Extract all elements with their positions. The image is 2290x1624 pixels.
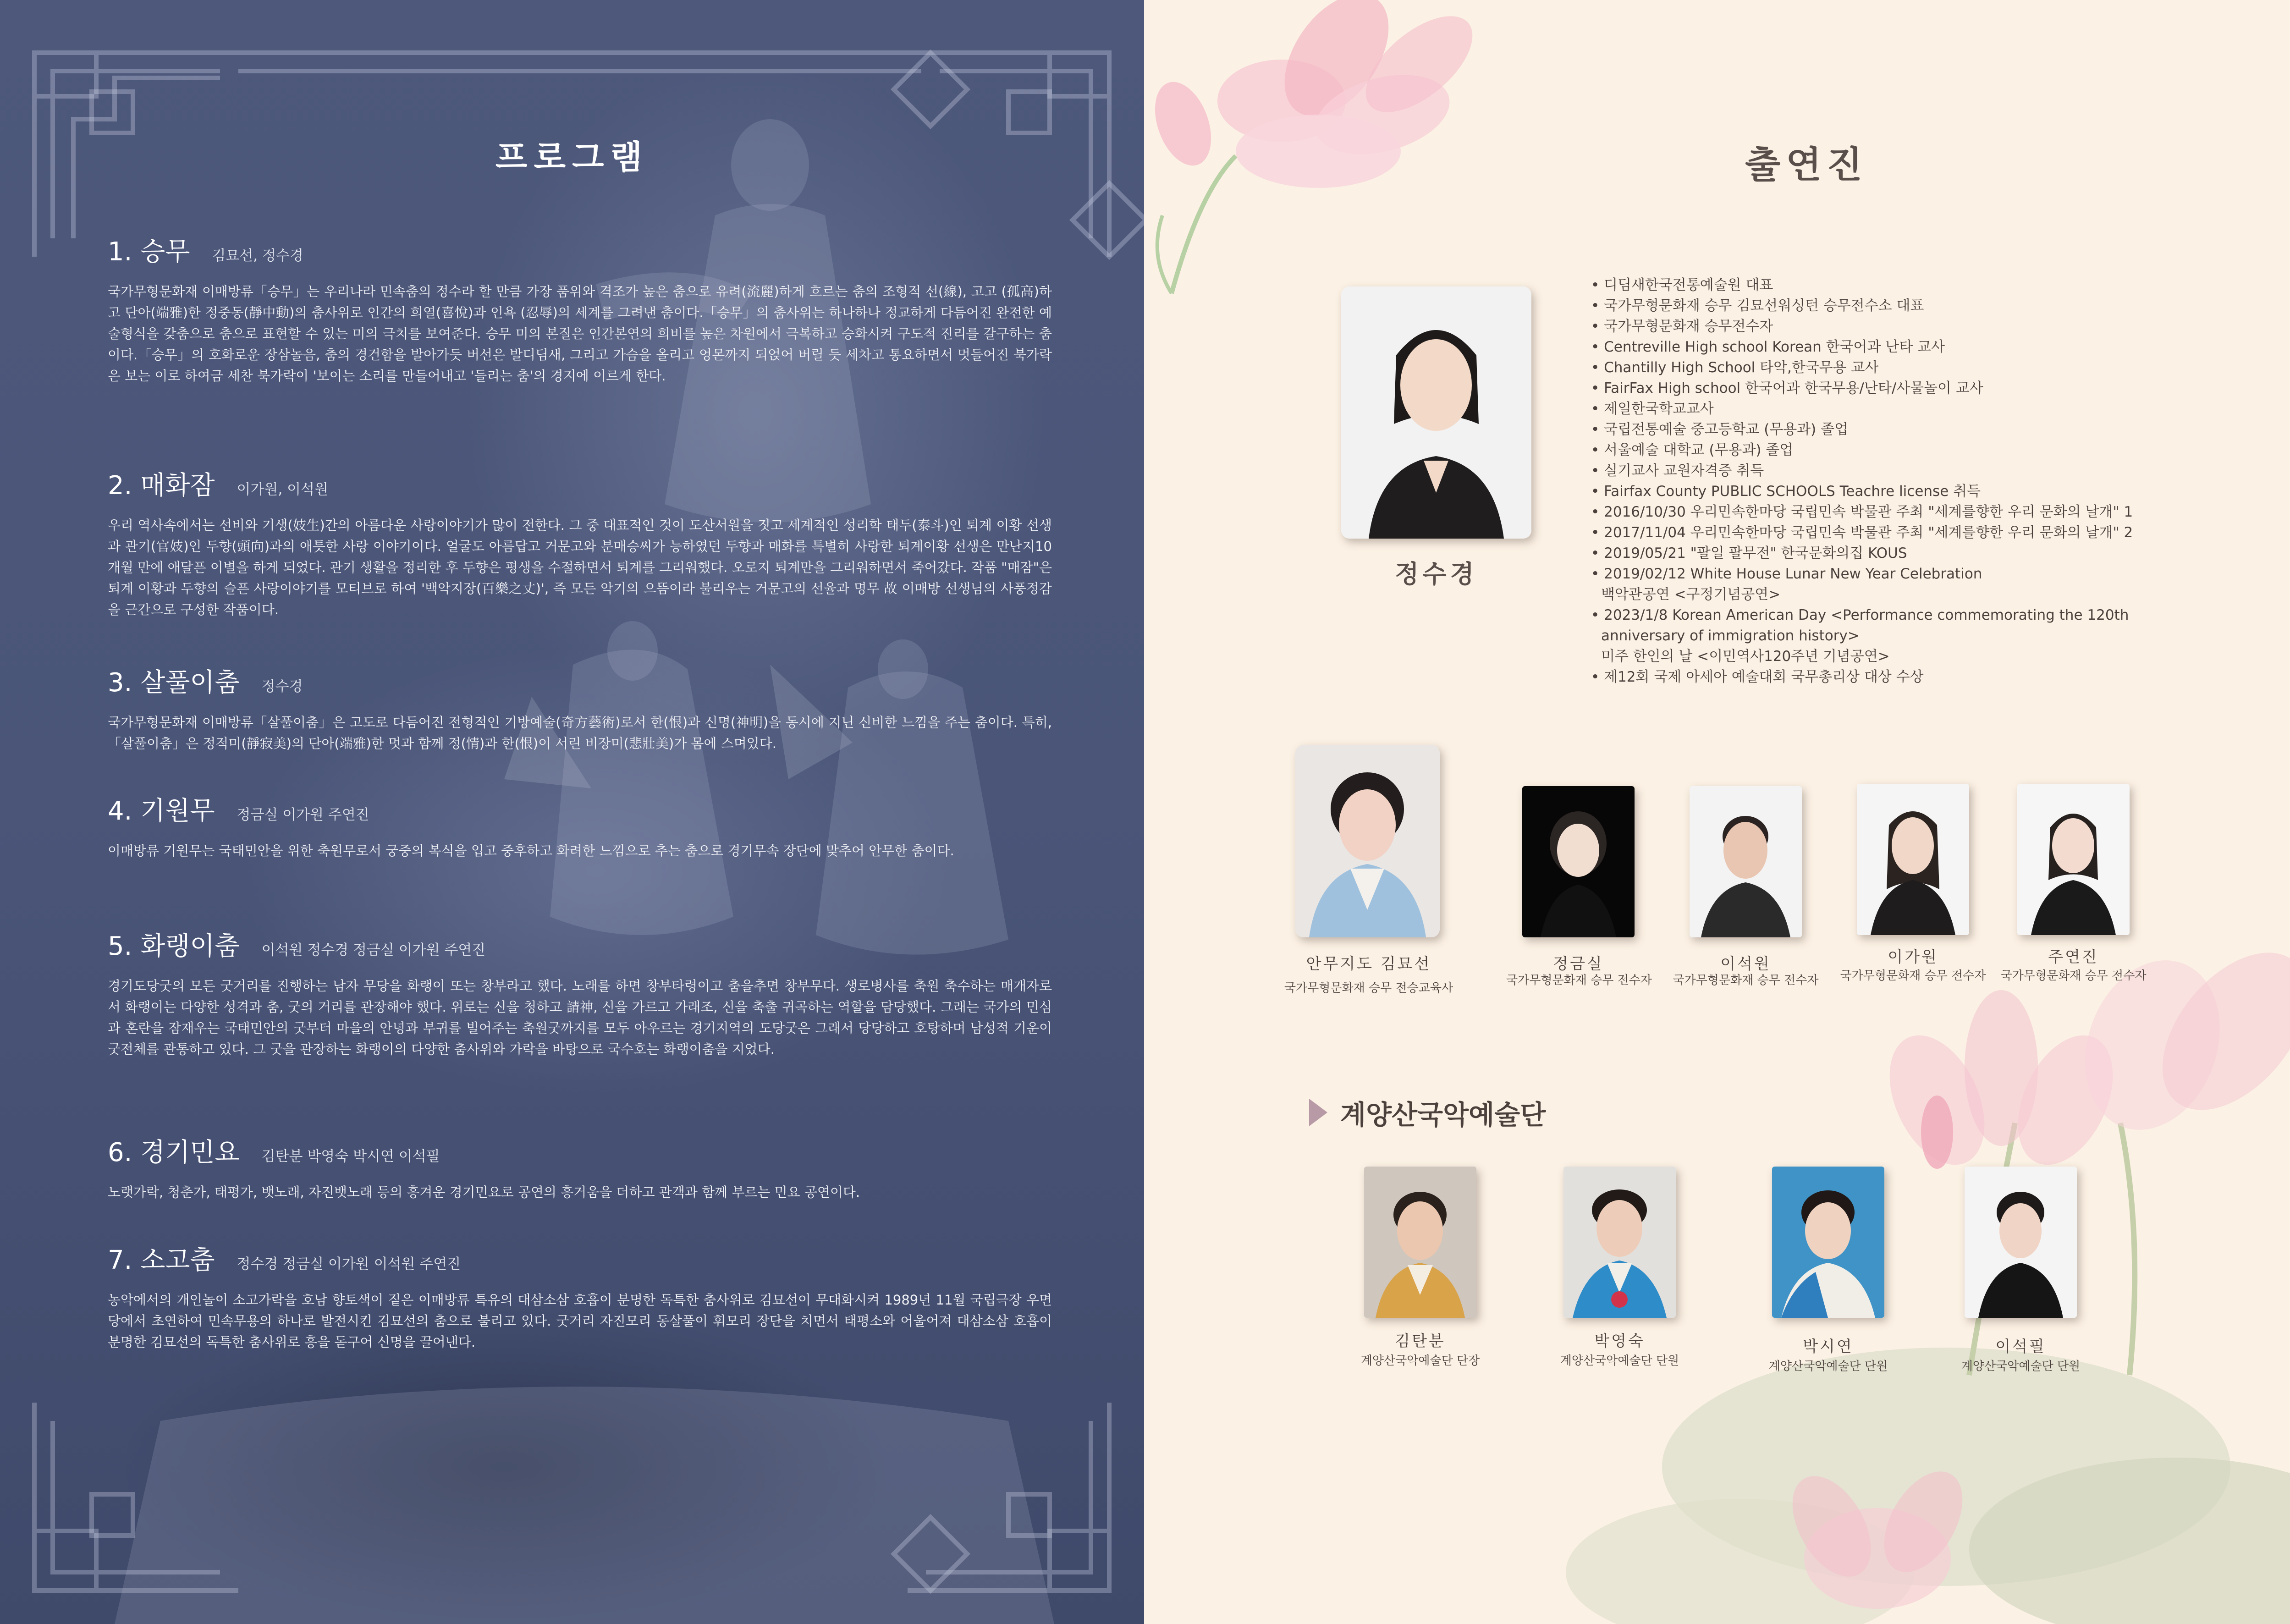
section-description: 국가무형문화재 이매방류「살풀이춤」은 고도로 다듬어진 전형적인 기방예술(奇方藝術)로서 한(恨)과 신명(神明)을 동시에 지닌 신비한 느낌을 주는 춤이다. 특히,「살풀이춤」은 정적미(靜寂美)의 단아(端雅)한 멋과 함께 정(情)과 한(恨)이 서린 비장미(悲壯美)가 몸에 스며있다. bbox=[108, 715, 1052, 751]
bio-item: • 국립전통예술 중고등학교 (무용과) 졸업 bbox=[1591, 419, 2169, 440]
bio-item: • Chantilly High School 타악,한국무용 교사 bbox=[1591, 358, 2169, 378]
bio-item: • 2019/02/12 White House Lunar New Year Celebration bbox=[1591, 564, 2169, 584]
group-member-portrait bbox=[1364, 1167, 1476, 1318]
bio-item: • 2023/1/8 Korean American Day <Performance commemorating the 120th bbox=[1591, 605, 2169, 626]
member-name: 주연진 bbox=[2048, 948, 2099, 966]
triangle-bullet-icon bbox=[1309, 1099, 1327, 1126]
group-member-portrait bbox=[1772, 1167, 1884, 1318]
group-member-name: 김탄분 bbox=[1395, 1332, 1446, 1350]
program-section-3 bbox=[108, 662, 1052, 754]
member-name: 이가원 bbox=[1888, 948, 1938, 966]
bio-item: • 실기교사 교원자격증 취득 bbox=[1591, 461, 2169, 481]
member-role: 국가무형문화재 승무 전수자 bbox=[1840, 969, 1986, 983]
section-performers: 정금실 이가원 주연진 bbox=[237, 807, 369, 823]
section-description: 이매방류 기원무는 국태민안을 위한 축원무로서 궁중의 복식을 입고 중후하고 화려한 느낌으로 추는 춤으로 경기무속 장단에 맞추어 안무한 춤이다. bbox=[108, 843, 954, 859]
cast-panel bbox=[1144, 0, 2290, 1624]
cast-title: 출연진 bbox=[1745, 143, 1868, 186]
group-member-role: 계양산국악예술단 단원 bbox=[1768, 1360, 1888, 1373]
program-section-5 bbox=[108, 926, 1052, 1060]
bio-item: • 2019/05/21 "팔일 팔무전" 한국문화의집 KOUS bbox=[1591, 543, 2169, 564]
bio-item: • 디딤새한국전통예술원 대표 bbox=[1591, 275, 2169, 296]
member-portrait bbox=[1522, 786, 1635, 937]
group-member-role: 계양산국악예술단 단원 bbox=[1560, 1354, 1679, 1368]
section-description: 노랫가락, 청춘가, 태평가, 뱃노래, 자진뱃노래 등의 흥겨운 경기민요로 공연의 흥거움을 더하고 관객과 함께 부르는 민요 공연이다. bbox=[108, 1184, 860, 1200]
section-description: 경기도당굿의 모든 굿거리를 진행하는 남자 무당을 화랭이 또는 창부라고 했다. 노래를 하면 창부타령이고 춤을추면 창부무다. 생로병사를 축원 축수하는 매개자로서 화랭이는 다양한 성격과 춤, 굿의 거리를 관장해야 했다. 위로는 신을 청하고 請神, 신을 가르고 가래조, 신을 축출 귀곡하는 역할을 담당했다. 그래는 국가의 민심과 혼란을 잠재우는 국태민안의 굿부터 마을의 안녕과 부귀를 빌어주는 축원굿까지를 모두 아우르는 경기지역의 도당굿은 그래서 당당하고 호탕하며 남성적 기운이 굿전체를 관통하고 있다. 그 굿을 관장하는 화랭이의 다양한 춤사위와 가락을 바탕으로 국수호는 화랭이춤을 지었다. bbox=[108, 978, 1052, 1057]
section-performers: 이가원, 이석원 bbox=[237, 481, 328, 498]
group-member-name: 박영숙 bbox=[1594, 1332, 1645, 1350]
group-member-name: 박시연 bbox=[1803, 1338, 1854, 1356]
member-role: 국가무형문화재 승무 전수자 bbox=[1673, 974, 1819, 987]
section-performers: 김탄분 박영숙 박시연 이석필 bbox=[261, 1148, 440, 1165]
bio-item: • 국가무형문화재 승무 김묘선워싱턴 승무전수소 대표 bbox=[1591, 296, 2169, 316]
lead-name: 정수경 bbox=[1395, 560, 1478, 589]
program-section-2 bbox=[108, 465, 1052, 620]
member-portrait bbox=[1857, 784, 1969, 935]
member-portrait bbox=[1690, 786, 1802, 937]
member-role: 국가무형문화재 승무 전승교육사 bbox=[1284, 981, 1453, 995]
program-section-4 bbox=[108, 791, 1052, 861]
section-description: 우리 역사속에서는 선비와 기생(妓生)간의 아름다운 사랑이야기가 많이 전한다. 그 중 대표적인 것이 도산서원을 짓고 세계적인 성리학 태두(泰斗)인 퇴계 이황 선생과 관기(官妓)인 두향(頭向)과의 애틋한 사랑 이야기이다. 얼굴도 아름답고 거문고와 분매승씨가 능하였던 두향과 매화를 특별히 사랑한 퇴계이황 선생은 만난지10개월 만에 애달픈 이별을 하게 되었다. 관기 생활을 정리한 후 두향은 평생을 수절하면서 퇴계를 그리워했다. 오로지 퇴계만을 그리워하면서 죽어갔다. 작품 "매잠"은 퇴계 이황과 두향의 슬픈 사랑이야기를 모티브로 하여 '백악지장(百樂之丈)', 즉 모든 악기의 으뜸이라 불리우는 거문고의 선율과 명무 故 이매방 선생님의 사풍정감을 근간으로 구성한 작품이다. bbox=[108, 517, 1052, 617]
group-member-role: 계양산국악예술단 단원 bbox=[1961, 1360, 2081, 1373]
section-performers: 정수경 bbox=[261, 678, 303, 695]
member-name: 정금실 bbox=[1553, 955, 1604, 973]
section-title: 7. 소고춤 bbox=[108, 1245, 215, 1275]
program-panel bbox=[0, 0, 1144, 1624]
program-title: 프로그램 bbox=[495, 138, 649, 176]
bio-item: • 국가무형문화재 승무전수자 bbox=[1591, 316, 2169, 337]
section-title: 5. 화랭이춤 bbox=[108, 931, 240, 961]
member-name: 이석원 bbox=[1720, 955, 1771, 973]
group-member-portrait bbox=[1965, 1167, 2077, 1318]
member-portrait bbox=[1295, 745, 1440, 937]
bio-item: • 서울예술 대학교 (무용과) 졸업 bbox=[1591, 440, 2169, 461]
group-member-portrait bbox=[1563, 1167, 1676, 1318]
bio-item: • 제12회 국제 아세아 예술대회 국무총리상 대상 수상 bbox=[1591, 667, 2169, 688]
section-title: 2. 매화잠 bbox=[108, 471, 215, 501]
lead-biography bbox=[1591, 275, 2169, 688]
section-title: 3. 살풀이춤 bbox=[108, 668, 240, 698]
member-portrait bbox=[2017, 784, 2130, 935]
group-member-name: 이석필 bbox=[1995, 1338, 2046, 1356]
group-heading bbox=[1309, 1093, 1546, 1132]
program-section-1 bbox=[108, 231, 1052, 386]
section-performers: 김묘선, 정수경 bbox=[212, 248, 303, 264]
section-title: 6. 경기민요 bbox=[108, 1138, 240, 1167]
group-member-role: 계양산국악예술단 단장 bbox=[1360, 1354, 1480, 1368]
bio-item: • 제일한국학교교사 bbox=[1591, 399, 2169, 419]
group-title: 계양산국악예술단 bbox=[1340, 1099, 1546, 1130]
member-role: 국가무형문화재 승무 전수자 bbox=[1506, 974, 1652, 987]
section-performers: 이석원 정수경 정금실 이가원 주연진 bbox=[261, 942, 486, 958]
lead-portrait bbox=[1341, 286, 1531, 539]
bio-item-continued: anniversary of immigration history> bbox=[1601, 628, 1860, 644]
program-section-6 bbox=[108, 1132, 1052, 1203]
program-section-7 bbox=[108, 1240, 1052, 1353]
bio-item-continued: 미주 한인의 날 <이민역사120주년 기념공연> bbox=[1601, 648, 1890, 665]
bio-item: • 2017/11/04 우리민속한마당 국립민속 박물관 주최 "세계를향한 우리 문화의 날개" 2 bbox=[1591, 523, 2169, 543]
bio-item: • FairFax High school 한국어과 한국무용/난타/사물놀이 교사 bbox=[1591, 378, 2169, 399]
section-description: 농악에서의 개인놀이 소고가락을 호남 향토색이 짙은 이매방류 특유의 대삼소삼 호흡이 분명한 독특한 춤사위로 김묘선이 무대화시켜 1989년 11월 국립극장 우면당에서 초연하여 민속무용의 하나로 발전시킨 김묘선의 춤으로 불리고 있다. 굿거리 자진모리 동살풀이 휘모리 장단을 치면서 태평소와 어울어져 대삼소삼 호흡이 분명한 김묘선의 독특한 춤사위로 흥을 돋구어 신명을 끌어낸다. bbox=[108, 1292, 1052, 1350]
bio-item: • Centreville High school Korean 한국어과 난타 교사 bbox=[1591, 337, 2169, 358]
bio-item-continued: 백악관공연 <구정기념공연> bbox=[1601, 586, 1781, 603]
member-role: 국가무형문화재 승무 전수자 bbox=[2000, 969, 2147, 983]
section-performers: 정수경 정금실 이가원 이석원 주연진 bbox=[237, 1256, 461, 1272]
bio-item: • 2016/10/30 우리민속한마당 국립민속 박물관 주최 "세계를향한 우리 문화의 날개" 1 bbox=[1591, 502, 2169, 523]
bio-item: • Fairfax County PUBLIC SCHOOLS Teachre license 취득 bbox=[1591, 481, 2169, 502]
member-name: 안무지도 김묘선 bbox=[1306, 955, 1431, 973]
section-description: 국가무형문화재 이매방류「승무」는 우리나라 민속춤의 정수라 할 만큼 가장 품위와 격조가 높은 춤으로 유려(流麗)하게 흐르는 춤의 조형적 선(線), 고고 (孤高)하고 단아(端雅)한 정중동(靜中動)의 춤사위로 인간의 희열(喜悅)과 인욕 (忍辱)의 세계를 그려낸 춤이다.「승무」의 춤사위는 하나하나 정교하게 다듬어진 완전한 예술형식을 갖춤으로 춤으로 표현할 수 있는 미의 극치를 보여준다. 승무 미의 본질은 인간본연의 희비를 높은 차원에서 극복하고 승화시켜 구도적 진리를 갈구하는 춤이다.「승무」의 호화로운 장삼놀음, 춤의 경건함을 발아가듯 버선은 발디딤새, 그리고 가슴을 올리고 엉몬까지 되얹어 버릴 듯 세차고 통요하면서 멋들어진 북가락은 보는 이로 하여금 세찬 북가락이 '보이는 소리를 만들어내고 '들리는 춤'의 경지에 이르게 한다. bbox=[108, 284, 1052, 384]
section-title: 4. 기원무 bbox=[108, 796, 215, 826]
section-title: 1. 승무 bbox=[108, 237, 190, 267]
